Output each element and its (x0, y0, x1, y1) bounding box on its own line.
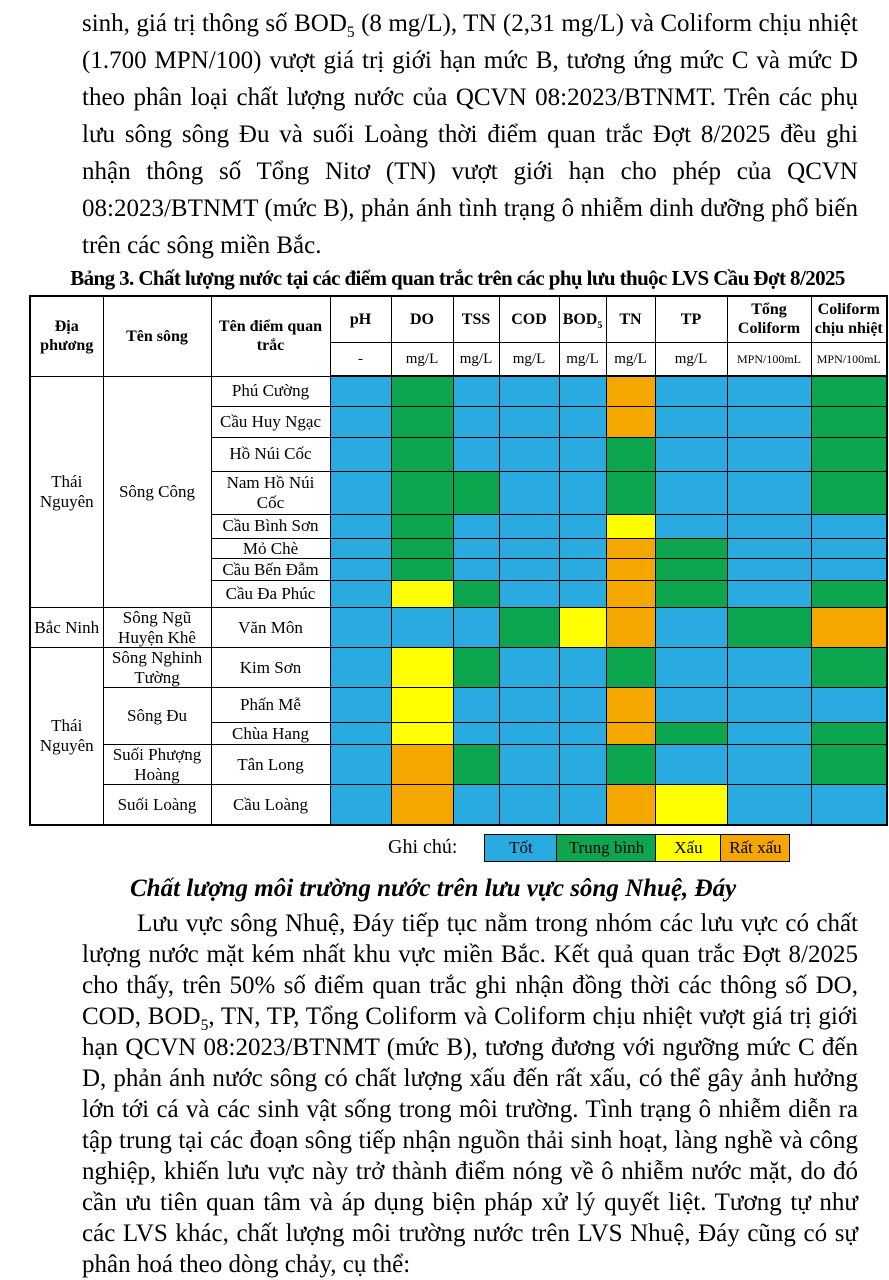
quality-cell-tn (606, 785, 655, 825)
quality-cell-tong-coliform (727, 514, 811, 538)
quality-cell-do (391, 745, 453, 785)
quality-cell-tss (453, 471, 499, 514)
quality-cell-cod (499, 559, 559, 581)
quality-cell-bod5 (559, 376, 606, 406)
river-cell: Sông Nghinh Tường (103, 648, 211, 688)
legend-boxes (485, 834, 790, 862)
site-cell: Cầu Đa Phúc (211, 581, 330, 608)
quality-cell-tong-coliform (727, 745, 811, 785)
col-header-cod: COD (499, 296, 559, 342)
quality-cell-tp (655, 688, 727, 723)
province-cell: Bắc Ninh (30, 608, 103, 648)
col-header-coliform-chiu-nhiet: Coliform chịu nhiệt (811, 296, 887, 342)
site-cell: Hồ Núi Cốc (211, 437, 330, 471)
quality-cell-do (391, 514, 453, 538)
quality-cell-tong-coliform (727, 376, 811, 406)
quality-cell-tong-coliform (727, 538, 811, 559)
quality-cell-coliform-chiu-nhiet (811, 785, 887, 825)
col-header-tp: TP (655, 296, 727, 342)
unit-bod5: mg/L (559, 342, 606, 376)
quality-cell-do (391, 785, 453, 825)
quality-cell-ph (330, 723, 391, 745)
table-body (30, 376, 887, 825)
table-row (30, 608, 887, 648)
unit-tp: mg/L (655, 342, 727, 376)
quality-cell-bod5 (559, 581, 606, 608)
quality-cell-cod (499, 538, 559, 559)
quality-cell-ph (330, 437, 391, 471)
quality-cell-bod5 (559, 559, 606, 581)
col-header-do: DO (391, 296, 453, 342)
quality-cell-tss (453, 785, 499, 825)
river-cell: Sông Đu (103, 688, 211, 745)
quality-cell-bod5 (559, 745, 606, 785)
col-header-bod5: $BOD_5$ (559, 296, 606, 342)
col-header-tong-coliform: Tổng Coliform (727, 296, 811, 342)
quality-cell-tn (606, 723, 655, 745)
quality-cell-ph (330, 406, 391, 437)
quality-cell-tss (453, 688, 499, 723)
quality-cell-bod5 (559, 608, 606, 648)
unit-do: mg/L (391, 342, 453, 376)
quality-cell-coliform-chiu-nhiet (811, 437, 887, 471)
quality-cell-coliform-chiu-nhiet (811, 688, 887, 723)
quality-cell-cod (499, 745, 559, 785)
quality-cell-ph (330, 745, 391, 785)
quality-cell-tn (606, 745, 655, 785)
quality-cell-bod5 (559, 406, 606, 437)
quality-cell-tong-coliform (727, 785, 811, 825)
quality-cell-tn (606, 514, 655, 538)
quality-cell-ph (330, 688, 391, 723)
quality-cell-tong-coliform (727, 688, 811, 723)
quality-cell-tp (655, 785, 727, 825)
legend-item-medium: Trung bình (556, 834, 656, 862)
quality-cell-bod5 (559, 471, 606, 514)
col-header-tss: TSS (453, 296, 499, 342)
river-cell: Suối Loàng (103, 785, 211, 825)
quality-cell-tp (655, 745, 727, 785)
quality-cell-tn (606, 376, 655, 406)
river-cell: Sông Công (103, 376, 211, 608)
quality-cell-tss (453, 745, 499, 785)
col-header-province: Địa phương (30, 296, 103, 376)
quality-cell-ph (330, 514, 391, 538)
site-cell: Nam Hồ Núi Cốc (211, 471, 330, 514)
quality-cell-cod (499, 581, 559, 608)
quality-cell-cod (499, 376, 559, 406)
site-cell: Phú Cường (211, 376, 330, 406)
quality-cell-ph (330, 648, 391, 688)
quality-cell-tong-coliform (727, 608, 811, 648)
quality-cell-tong-coliform (727, 723, 811, 745)
quality-cell-tp (655, 723, 727, 745)
site-cell: Văn Môn (211, 608, 330, 648)
quality-cell-tp (655, 559, 727, 581)
unit-coliform-chiu-nhiet: MPN/100mL (811, 342, 887, 376)
quality-cell-tn (606, 538, 655, 559)
table-row (30, 745, 887, 785)
quality-cell-bod5 (559, 723, 606, 745)
quality-cell-tn (606, 688, 655, 723)
quality-cell-cod (499, 514, 559, 538)
quality-cell-tp (655, 406, 727, 437)
unit-tss: mg/L (453, 342, 499, 376)
site-cell: Mỏ Chè (211, 538, 330, 559)
quality-cell-bod5 (559, 648, 606, 688)
river-cell: Suối Phượng Hoàng (103, 745, 211, 785)
col-header-site: Tên điểm quan trắc (211, 296, 330, 376)
quality-cell-do (391, 648, 453, 688)
quality-cell-tss (453, 406, 499, 437)
site-cell: Cầu Bình Sơn (211, 514, 330, 538)
water-quality-table (29, 295, 888, 826)
quality-cell-coliform-chiu-nhiet (811, 745, 887, 785)
quality-cell-bod5 (559, 538, 606, 559)
quality-cell-coliform-chiu-nhiet (811, 471, 887, 514)
site-cell: Cầu Loàng (211, 785, 330, 825)
unit-tn: mg/L (606, 342, 655, 376)
legend-label: Ghi chú: (388, 836, 458, 859)
body-paragraph: Lưu vực sông Nhuệ, Đáy tiếp tục nằm trong nhóm các lưu vực có chất lượng nước mặt kém nhất khu vực miền Bắc. Kết quả quan trắc Đợt 8/2025 cho thấy, trên 50% số điểm quan trắc ghi nhận đồng thời các thông số DO, COD, $BOD_5$, TN, TP, Tổng Coliform và Coliform chịu nhiệt vượt giá trị giới hạn QCVN 08:2023/BTNMT (mức B), tương đương với ngưỡng mức C đến D, phản ánh nước sông có chất lượng xấu đến rất xấu, có thể gây ảnh hưởng lớn tới cá và các sinh vật sống trong môi trường. Tình trạng ô nhiễm diễn ra tập trung tại các đoạn sông tiếp nhận nguồn thải sinh hoạt, làng nghề và công nghiệp, khiến lưu vực này trở thành điểm nóng về ô nhiễm nước mặt, do đó cần ưu tiên quan tâm và áp dụng biện pháp xử lý quyết liệt. Tương tự như các LVS khác, chất lượng môi trường nước trên LVS Nhuệ, Đáy cũng có sự phân hoá theo dòng chảy, cụ thể: (82, 909, 858, 1278)
quality-cell-ph (330, 785, 391, 825)
site-cell: Cầu Huy Ngạc (211, 406, 330, 437)
quality-cell-ph (330, 376, 391, 406)
quality-cell-bod5 (559, 785, 606, 825)
quality-cell-coliform-chiu-nhiet (811, 608, 887, 648)
quality-cell-tong-coliform (727, 471, 811, 514)
quality-cell-tss (453, 538, 499, 559)
section-heading: Chất lượng môi trường nước trên lưu vực sông Nhuệ, Đáy (130, 874, 737, 902)
quality-cell-tn (606, 581, 655, 608)
quality-cell-tss (453, 608, 499, 648)
site-cell: Tân Long (211, 745, 330, 785)
quality-cell-tp (655, 437, 727, 471)
quality-cell-ph (330, 581, 391, 608)
province-cell: Thái Nguyên (30, 648, 103, 825)
site-cell: Chùa Hang (211, 723, 330, 745)
quality-cell-tp (655, 471, 727, 514)
quality-cell-coliform-chiu-nhiet (811, 514, 887, 538)
province-cell: Thái Nguyên (30, 376, 103, 608)
quality-cell-coliform-chiu-nhiet (811, 723, 887, 745)
quality-cell-cod (499, 785, 559, 825)
quality-cell-coliform-chiu-nhiet (811, 538, 887, 559)
header-row-params (30, 296, 887, 342)
quality-cell-tn (606, 559, 655, 581)
quality-cell-cod (499, 471, 559, 514)
col-header-tn: TN (606, 296, 655, 342)
quality-cell-cod (499, 648, 559, 688)
quality-cell-bod5 (559, 514, 606, 538)
unit-ph: - (330, 342, 391, 376)
quality-cell-tong-coliform (727, 437, 811, 471)
quality-cell-do (391, 437, 453, 471)
table-row (30, 376, 887, 406)
quality-cell-tp (655, 538, 727, 559)
quality-cell-do (391, 471, 453, 514)
quality-cell-tss (453, 648, 499, 688)
quality-cell-coliform-chiu-nhiet (811, 376, 887, 406)
quality-cell-ph (330, 471, 391, 514)
quality-cell-tong-coliform (727, 406, 811, 437)
quality-cell-tss (453, 437, 499, 471)
intro-paragraph: sinh, giá trị thông số $BOD_5$ (8 mg/L), TN (2,31 mg/L) và Coliform chịu nhiệt (1.700 MPN/100) vượt giá trị giới hạn mức B, tương ứng mức C và mức D theo phân loại chất lượng nước của QCVN 08:2023/BTNMT. Trên các phụ lưu sông sông Đu và suối Loàng thời điểm quan trắc Đợt 8/2025 đều ghi nhận thông số Tổng Nitơ (TN) vượt giới hạn cho phép của QCVN 08:2023/BTNMT (mức B), phản ánh tình trạng ô nhiễm dinh dưỡng phổ biến trên các sông miền Bắc. (82, 10, 858, 259)
document-page (0, 5, 889, 1280)
quality-cell-tn (606, 648, 655, 688)
site-cell: Phấn Mễ (211, 688, 330, 723)
quality-cell-coliform-chiu-nhiet (811, 648, 887, 688)
quality-cell-do (391, 723, 453, 745)
quality-cell-cod (499, 406, 559, 437)
legend-item-verybad: Rất xấu (720, 834, 790, 862)
quality-cell-cod (499, 437, 559, 471)
unit-cod: mg/L (499, 342, 559, 376)
table-row (30, 688, 887, 723)
quality-cell-coliform-chiu-nhiet (811, 559, 887, 581)
quality-cell-tss (453, 514, 499, 538)
quality-cell-tn (606, 608, 655, 648)
quality-cell-tss (453, 559, 499, 581)
legend-item-good: Tốt (484, 834, 558, 862)
quality-cell-tss (453, 376, 499, 406)
quality-cell-coliform-chiu-nhiet (811, 581, 887, 608)
quality-cell-do (391, 688, 453, 723)
col-header-river: Tên sông (103, 296, 211, 376)
table-row (30, 785, 887, 825)
table-title: Bảng 3. Chất lượng nước tại các điểm quan trắc trên các phụ lưu thuộc LVS Cầu Đợt 8/2025 (70, 266, 845, 290)
quality-cell-cod (499, 688, 559, 723)
quality-cell-tong-coliform (727, 648, 811, 688)
legend-item-bad: Xấu (655, 834, 722, 862)
table-header (30, 296, 887, 376)
col-header-ph: pH (330, 296, 391, 342)
quality-cell-tp (655, 608, 727, 648)
quality-cell-tp (655, 648, 727, 688)
quality-cell-tong-coliform (727, 559, 811, 581)
quality-cell-tss (453, 723, 499, 745)
quality-cell-tn (606, 437, 655, 471)
quality-cell-ph (330, 538, 391, 559)
legend (388, 834, 889, 862)
quality-cell-do (391, 406, 453, 437)
quality-cell-tp (655, 376, 727, 406)
unit-tong-coliform: MPN/100mL (727, 342, 811, 376)
quality-cell-tp (655, 514, 727, 538)
river-cell: Sông Ngũ Huyện Khê (103, 608, 211, 648)
site-cell: Cầu Bến Đẫm (211, 559, 330, 581)
quality-cell-cod (499, 608, 559, 648)
table-row (30, 648, 887, 688)
quality-cell-ph (330, 608, 391, 648)
quality-cell-ph (330, 559, 391, 581)
quality-cell-tn (606, 471, 655, 514)
quality-cell-coliform-chiu-nhiet (811, 406, 887, 437)
quality-cell-do (391, 559, 453, 581)
quality-cell-do (391, 581, 453, 608)
site-cell: Kim Sơn (211, 648, 330, 688)
quality-cell-tp (655, 581, 727, 608)
quality-cell-bod5 (559, 437, 606, 471)
quality-cell-cod (499, 723, 559, 745)
quality-cell-do (391, 376, 453, 406)
quality-cell-tn (606, 406, 655, 437)
quality-cell-tong-coliform (727, 581, 811, 608)
quality-cell-tss (453, 581, 499, 608)
quality-cell-do (391, 538, 453, 559)
quality-cell-do (391, 608, 453, 648)
quality-cell-bod5 (559, 688, 606, 723)
